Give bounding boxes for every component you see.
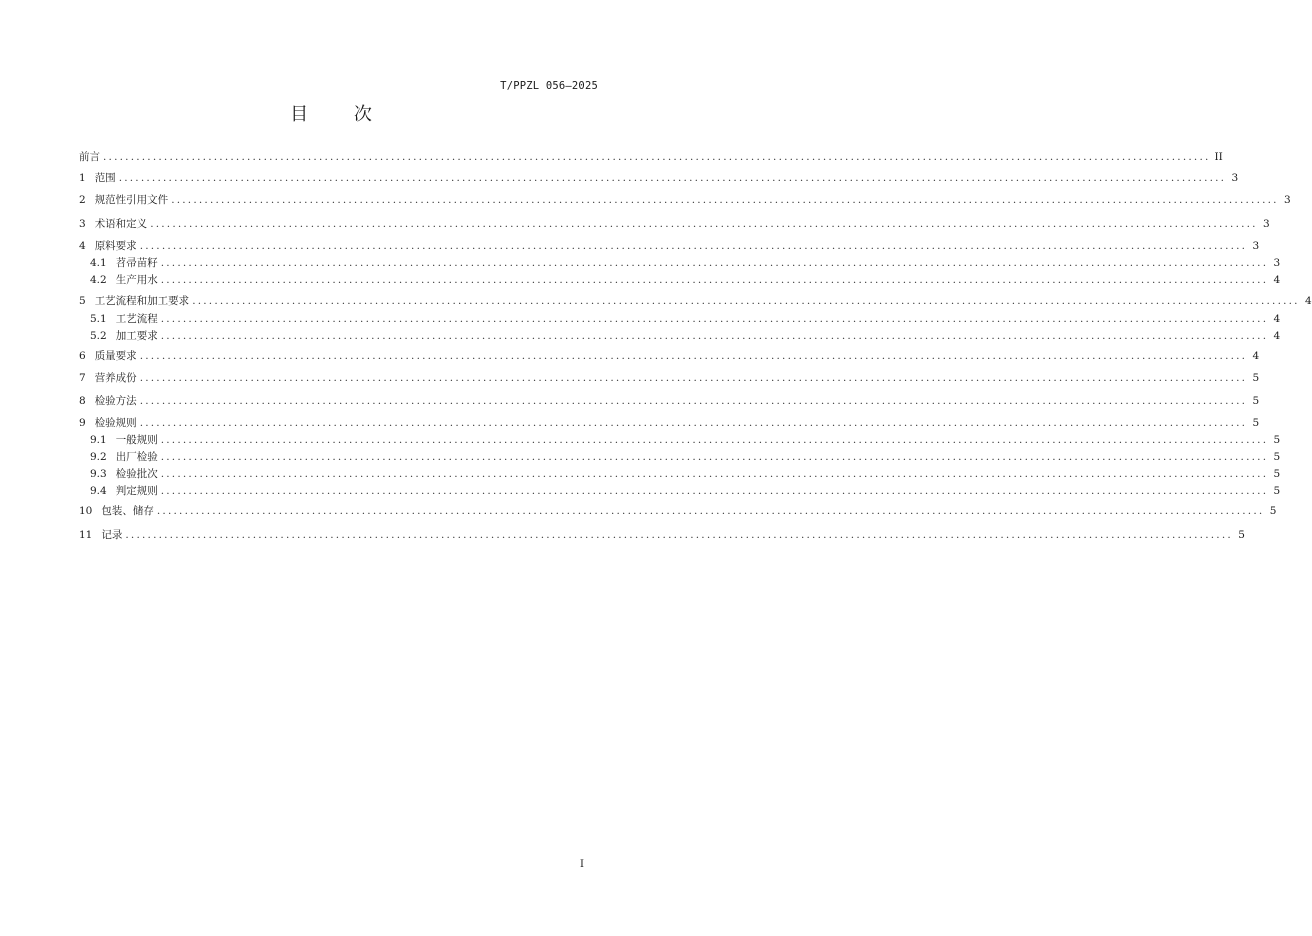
toc-dot-leader: ........................................................................................................................................................................................................ [171, 194, 1279, 206]
toc-entry-label [79, 370, 137, 386]
toc-entry-number: 2 [79, 194, 86, 206]
toc-entry-label [79, 192, 168, 208]
page-title: 目 次 [290, 104, 372, 125]
toc-dot-leader: ........................................................................................................................................................................................................ [160, 313, 1269, 325]
toc-entry-page: 3 [1252, 240, 1260, 252]
toc-entry-title: 生产用水 [115, 274, 158, 286]
toc-entry-label [90, 466, 158, 482]
toc-dot-leader: ........................................................................................................................................................................................................ [160, 451, 1269, 463]
toc-dot-leader: ........................................................................................................................................................................................................ [139, 240, 1248, 252]
toc-entry-label [79, 393, 137, 409]
toc-entry-page: 4 [1252, 350, 1260, 362]
toc-entry-number: 5.1 [90, 313, 107, 325]
toc-entry-label [79, 293, 189, 309]
toc-entry-number: 9.4 [90, 485, 107, 497]
toc-entry-title: 前言 [79, 151, 100, 163]
toc-entry-page: 4 [1273, 274, 1281, 286]
toc-entry[interactable] [79, 483, 1281, 499]
toc-entry-number: 4 [79, 240, 86, 252]
toc-dot-leader: ........................................................................................................................................................................................................ [160, 485, 1269, 497]
toc-dot-leader: ........................................................................................................................................................................................................ [139, 372, 1248, 384]
toc-dot-leader: ........................................................................................................................................................................................................ [160, 330, 1269, 342]
toc-dot-leader: ........................................................................................................................................................................................................ [125, 529, 1233, 541]
toc-entry-page: 3 [1263, 218, 1270, 230]
toc-entry-title: 工艺流程和加工要求 [94, 295, 190, 307]
toc-dot-leader: ........................................................................................................................................................................................................ [150, 218, 1258, 230]
toc-entry[interactable] [79, 393, 1260, 409]
toc-dot-leader: ........................................................................................................................................................................................................ [156, 505, 1265, 517]
toc-entry-page: 5 [1273, 451, 1281, 463]
toc-entry-label [90, 483, 158, 499]
toc-entry-page: 5 [1252, 417, 1260, 429]
toc-entry[interactable] [79, 170, 1239, 186]
toc-entry[interactable] [79, 255, 1281, 271]
toc-entry[interactable] [79, 216, 1270, 232]
toc-entry-title: 工艺流程 [115, 313, 158, 325]
toc-entry-number: 6 [79, 350, 86, 362]
toc-entry-label [90, 272, 158, 288]
document-id: T/PPZL 056—2025 [500, 80, 598, 92]
toc-dot-leader: ........................................................................................................................................................................................................ [139, 417, 1248, 429]
toc-dot-leader: ........................................................................................................................................................................................................ [160, 257, 1269, 269]
toc-entry-label [90, 255, 158, 271]
toc-entry-number: 7 [79, 372, 86, 384]
toc-dot-leader: ........................................................................................................................................................................................................ [160, 468, 1269, 480]
toc-entry-page: 4 [1273, 330, 1281, 342]
toc-entry[interactable] [79, 415, 1260, 431]
toc-entry-number: 4.1 [90, 257, 107, 269]
toc-entry[interactable] [79, 272, 1281, 288]
toc-entry-label [79, 149, 100, 165]
toc-entry-number: 8 [79, 395, 86, 407]
toc-entry[interactable] [79, 328, 1281, 344]
toc-entry-label [90, 449, 158, 465]
toc-entry-page: 5 [1273, 468, 1281, 480]
toc-entry[interactable] [79, 348, 1260, 364]
toc-dot-leader: ........................................................................................................................................................................................................ [118, 172, 1227, 184]
toc-entry-title: 加工要求 [115, 330, 158, 342]
toc-entry[interactable] [79, 449, 1281, 465]
toc-entry-title: 检验规则 [94, 417, 137, 429]
toc-entry[interactable] [79, 432, 1281, 448]
toc-entry-label [79, 527, 122, 543]
toc-entry-title: 术语和定义 [94, 218, 148, 230]
toc-entry-title: 原料要求 [94, 240, 137, 252]
toc-entry-page: 4 [1305, 295, 1312, 307]
toc-dot-leader: ........................................................................................................................................................................................................ [192, 295, 1300, 307]
toc-entry-number: 9.2 [90, 451, 107, 463]
toc-entry-number: 9.3 [90, 468, 107, 480]
toc-entry-label [79, 415, 137, 431]
toc-entry-title: 规范性引用文件 [94, 194, 169, 206]
toc-entry[interactable] [79, 311, 1281, 327]
toc-entry-title: 判定规则 [115, 485, 158, 497]
toc-dot-leader: ........................................................................................................................................................................................................ [160, 434, 1269, 446]
toc-entry[interactable] [79, 149, 1223, 165]
toc-entry-page: 5 [1273, 434, 1281, 446]
toc-entry-number: 5 [79, 295, 86, 307]
toc-entry-title: 检验批次 [115, 468, 158, 480]
toc-entry-number: 9.1 [90, 434, 107, 446]
toc-entry[interactable] [79, 503, 1277, 519]
toc-entry-page: 5 [1252, 372, 1260, 384]
toc-entry-label [90, 311, 158, 327]
toc-entry-number: 5.2 [90, 330, 107, 342]
toc-entry-number: 1 [79, 172, 86, 184]
toc-entry-number: 11 [79, 529, 93, 541]
toc-entry-label [90, 328, 158, 344]
page-number: I [580, 859, 584, 870]
toc-entry-title: 范围 [94, 172, 116, 184]
toc-entry-page: 4 [1273, 313, 1281, 325]
toc-entry[interactable] [79, 527, 1245, 543]
toc-entry-label [79, 238, 137, 254]
toc-entry-title: 营养成份 [94, 372, 137, 384]
toc-entry-title: 苕帚苗籽 [115, 257, 158, 269]
toc-entry-title: 检验方法 [94, 395, 137, 407]
toc-entry-number: 3 [79, 218, 86, 230]
toc-entry-label [79, 503, 154, 519]
toc-entry[interactable] [79, 238, 1260, 254]
toc-entry-title: 记录 [101, 529, 123, 541]
toc-entry-number: 9 [79, 417, 86, 429]
toc-entry-page: 5 [1273, 485, 1281, 497]
toc-entry-title: 一般规则 [115, 434, 158, 446]
toc-entry-title: 包装、储存 [101, 505, 154, 517]
toc-entry[interactable] [79, 293, 1312, 309]
toc-entry-label [90, 432, 158, 448]
toc-entry-label [79, 348, 137, 364]
toc-entry-number: 4.2 [90, 274, 107, 286]
toc-entry-title: 质量要求 [94, 350, 137, 362]
toc-entry-page: 5 [1252, 395, 1260, 407]
toc-dot-leader: ........................................................................................................................................................................................................ [139, 395, 1248, 407]
toc-dot-leader: ........................................................................................................................................................................................................ [160, 274, 1269, 286]
toc-dot-leader: ........................................................................................................................................................................................................ [139, 350, 1248, 362]
toc-entry-page: 3 [1231, 172, 1239, 184]
toc-entry[interactable] [79, 466, 1281, 482]
toc-entry-title: 出厂检验 [115, 451, 158, 463]
toc-entry[interactable] [79, 370, 1260, 386]
toc-entry-page: II [1214, 151, 1223, 163]
toc-entry-number: 10 [79, 505, 93, 517]
toc-entry-label [79, 170, 116, 186]
toc-entry[interactable] [79, 192, 1291, 208]
toc-entry-page: 5 [1238, 529, 1245, 541]
toc-entry-page: 3 [1273, 257, 1281, 269]
toc-dot-leader: ........................................................................................................................................................................................................ [103, 151, 1211, 163]
toc-entry-label [79, 216, 147, 232]
toc-entry-page: 5 [1269, 505, 1277, 517]
toc-entry-page: 3 [1284, 194, 1291, 206]
